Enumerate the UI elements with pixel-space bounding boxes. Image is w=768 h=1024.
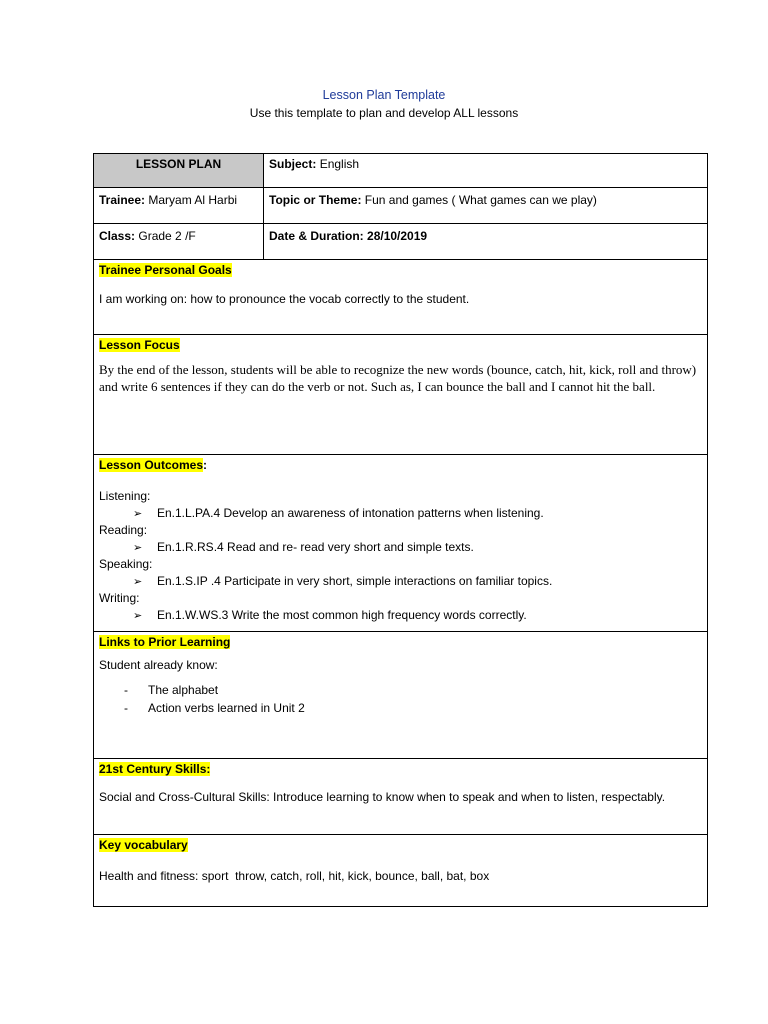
focus-heading: Lesson Focus (99, 338, 180, 352)
dash-bullet: - (124, 683, 128, 697)
prior-heading: Links to Prior Learning (99, 635, 231, 649)
outcome-skill: Listening: (99, 489, 151, 503)
subject-cell (264, 154, 708, 188)
arrow-bullet-icon: ➢ (133, 609, 143, 622)
outcome-item (99, 505, 702, 523)
skills-text: Social and Cross-Cultural Skills: Introduce learning to know when to speak and when to listen, respectably. (99, 790, 666, 804)
outcome-text: En.1.L.PA.4 Develop an awareness of intonation patterns when listening. (157, 505, 544, 520)
document-header (0, 88, 768, 122)
trainee-cell (94, 188, 264, 224)
date-cell (264, 224, 708, 260)
table-row (94, 224, 708, 260)
vocab-heading: Key vocabulary (99, 838, 188, 852)
topic-label: Topic or Theme: (269, 193, 362, 207)
document-subtitle: Use this template to plan and develop ALL lessons (249, 106, 519, 120)
topic-value: Fun and games ( What games can we play) (364, 193, 597, 207)
table-row (94, 632, 708, 759)
outcome-skill: Speaking: (99, 557, 153, 571)
outcomes-list (99, 488, 702, 624)
outcome-item (99, 539, 702, 557)
class-cell (94, 224, 264, 260)
outcomes-heading-suffix: : (203, 458, 208, 472)
topic-cell (264, 188, 708, 224)
document-title: Lesson Plan Template (322, 88, 446, 102)
date-label: Date & Duration: (269, 229, 364, 243)
outcome-item (99, 607, 702, 625)
table-row (94, 260, 708, 335)
class-value: Grade 2 /F (138, 229, 196, 243)
trainee-value: Maryam Al Harbi (148, 193, 238, 207)
date-value: 28/10/2019 (367, 229, 428, 243)
focus-text: By the end of the lesson, students will be able to recognize the new words (bounce, catch, hit, kick, roll and throw) and write 6 sentences if they can do the verb or not. Such as, I can bounce the ball and I cannot hit the ball. (99, 362, 697, 394)
table-row (94, 335, 708, 455)
table-row (94, 455, 708, 632)
lesson-plan-table (93, 153, 708, 907)
subject-label: Subject: (269, 157, 317, 171)
prior-item-text: Action verbs learned in Unit 2 (148, 701, 305, 715)
list-item (99, 681, 702, 699)
century-skills-section (94, 759, 708, 835)
outcome-text: En.1.S.IP .4 Participate in very short, simple interactions on familiar topics. (157, 573, 553, 588)
outcome-skill: Reading: (99, 523, 148, 537)
outcome-text: En.1.R.RS.4 Read and re- read very short and simple texts. (157, 539, 474, 554)
prior-intro: Student already know: (99, 658, 218, 672)
goals-text: I am working on: how to pronounce the vocab correctly to the student. (99, 292, 470, 306)
lesson-plan-header-cell: LESSON PLAN (94, 154, 264, 188)
table-row (94, 759, 708, 835)
arrow-bullet-icon: ➢ (133, 541, 143, 554)
arrow-bullet-icon: ➢ (133, 507, 143, 520)
goals-section (94, 260, 708, 335)
vocabulary-section (94, 835, 708, 907)
goals-heading: Trainee Personal Goals (99, 263, 232, 277)
outcomes-section (94, 455, 708, 632)
dash-bullet: - (124, 701, 128, 715)
prior-list (99, 681, 702, 717)
skills-heading: 21st Century Skills: (99, 762, 211, 776)
vocab-text: Health and fitness: sport throw, catch, roll, hit, kick, bounce, ball, bat, box (99, 869, 490, 883)
outcomes-heading: Lesson Outcomes (99, 458, 204, 472)
class-label: Class: (99, 229, 136, 243)
prior-learning-section (94, 632, 708, 759)
list-item (99, 699, 702, 717)
subject-value: English (319, 157, 360, 171)
prior-item-text: The alphabet (148, 683, 219, 697)
focus-section (94, 335, 708, 455)
outcome-skill: Writing: (99, 591, 140, 605)
outcome-item (99, 573, 702, 591)
table-row (94, 835, 708, 907)
outcome-text: En.1.W.WS.3 Write the most common high frequency words correctly. (157, 607, 527, 622)
table-row (94, 154, 708, 188)
trainee-label: Trainee: (99, 193, 146, 207)
arrow-bullet-icon: ➢ (133, 575, 143, 588)
table-row (94, 188, 708, 224)
